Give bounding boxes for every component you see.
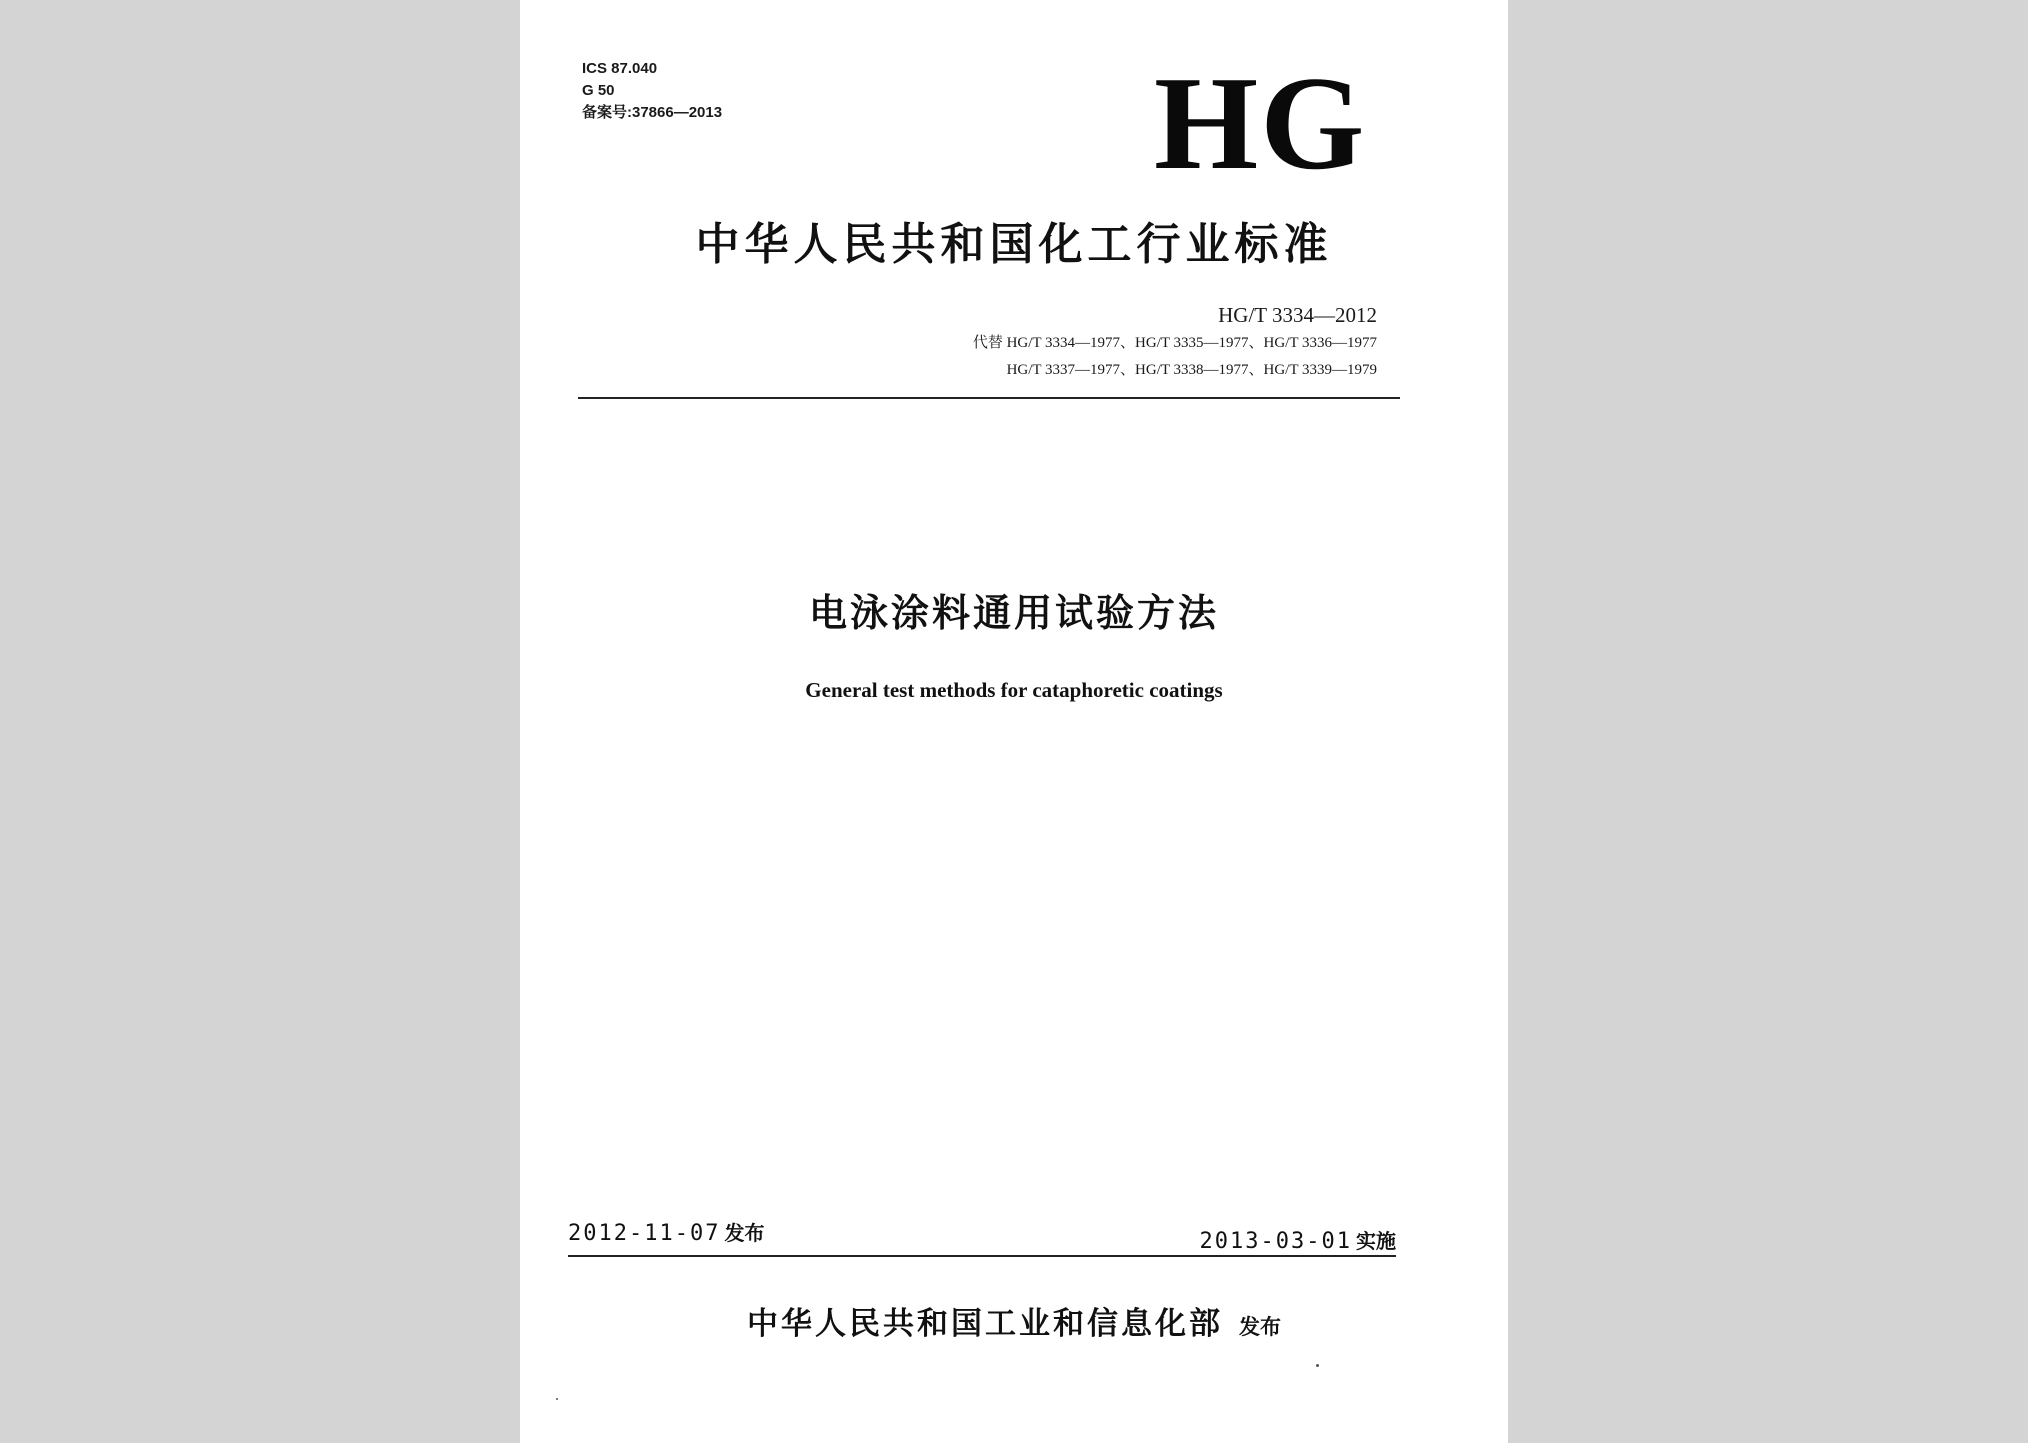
classification-block <box>582 58 722 124</box>
effective-date-label: 实施 <box>1356 1229 1396 1253</box>
record-number: 备案号:37866—2013 <box>582 104 723 121</box>
effective-date <box>1200 1226 1396 1257</box>
issue-date-value: 2012-11-07 <box>568 1221 721 1246</box>
effective-date-value: 2013-03-01 <box>1199 1229 1352 1254</box>
replaces-line-2: HG/T 3337—1977、HG/T 3338—1977、HG/T 3339—1979 <box>1006 362 1377 378</box>
issue-date <box>568 1218 764 1249</box>
standard-number: HG/T 3334—2012 <box>1218 303 1377 327</box>
national-standard-title: 中华人民共和国化工行业标准 <box>695 219 1333 270</box>
ics-code: ICS 87.040 <box>582 60 658 77</box>
issue-date-label: 发布 <box>724 1221 765 1245</box>
document-title-en: General test methods for cataphoretic coatings <box>805 678 1223 702</box>
header-divider <box>578 397 1400 399</box>
standard-number-block <box>973 300 1377 384</box>
document-page <box>520 0 1508 1443</box>
scan-speck <box>1316 1364 1319 1367</box>
scan-speck <box>556 1398 558 1400</box>
hg-logo: HG <box>1154 49 1367 197</box>
replaces-line-1: 代替 HG/T 3334—1977、HG/T 3335—1977、HG/T 3336—1977 <box>972 335 1377 351</box>
publisher-line <box>520 1298 1508 1343</box>
ccs-code: G 50 <box>582 82 615 99</box>
document-title-cn: 电泳涂料通用试验方法 <box>808 591 1219 635</box>
publisher-name: 中华人民共和国工业和信息化部 <box>747 1306 1223 1342</box>
footer-divider <box>568 1255 1396 1257</box>
publisher-label: 发布 <box>1239 1315 1281 1339</box>
